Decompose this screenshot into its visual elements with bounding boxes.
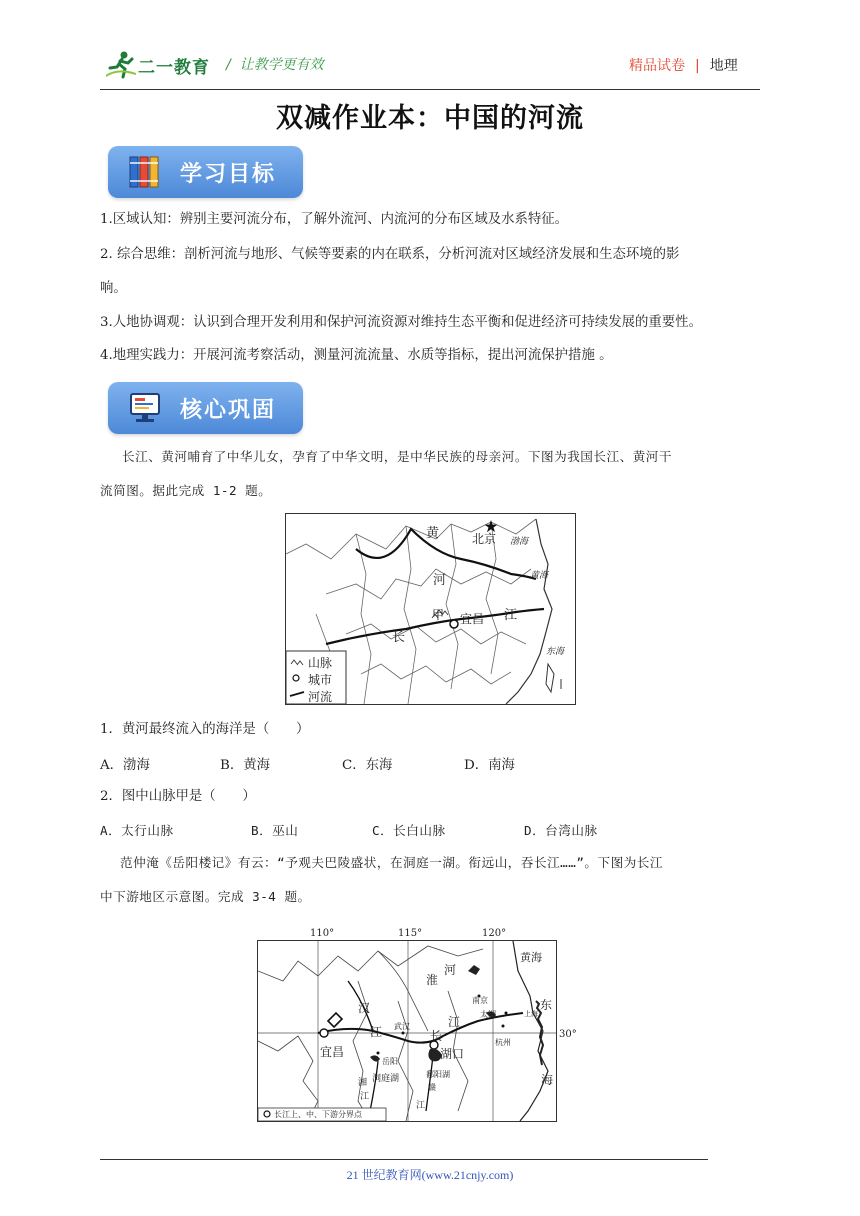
logo: [106, 50, 216, 80]
q2-option-c: C．长白山脉: [372, 823, 446, 838]
objective-3: 3.人地协调观：认识到合理开发利用和保护河流资源对维持生态平衡和促进经济可持续发展的重要性。: [100, 315, 702, 330]
page-title: 双减作业本：中国的河流: [276, 103, 584, 134]
legend-city: 城市: [308, 673, 333, 687]
map-yangtze-middle-lower: [257, 940, 557, 1122]
legend-mountain: 山脉: [308, 656, 333, 670]
slogan: / 让教学更有效: [226, 57, 324, 73]
question-2-stem: 2．图中山脉甲是（ ）: [100, 789, 256, 804]
m2-label-jiang: 江: [370, 1025, 383, 1039]
objective-2-cont: 响。: [100, 281, 127, 296]
m2-label-hangzhou: 杭州: [495, 1038, 511, 1047]
objective-4: 4.地理实践力：开展河流考察活动，测量河流流量、水质等指标，提出河流保护措施 。: [100, 348, 613, 363]
objective-1: 1.区域认知：辨别主要河流分布，了解外流河、内流河的分布区域及水系特征。: [100, 212, 569, 227]
section-label: 核心巩固: [180, 398, 277, 423]
m2-label-xiang: 湘: [358, 1078, 368, 1088]
paper-tag: 精品试卷: [629, 58, 685, 74]
label-donghai: 东海: [546, 647, 565, 657]
label-huanghai: 黄海: [530, 571, 549, 581]
lon-120: 120°: [482, 928, 507, 939]
m2-label-yueyang: 岳阳: [382, 1057, 398, 1066]
m2-label-he: 河: [444, 963, 457, 977]
m2-label-nanjing: 南京: [472, 996, 488, 1005]
logo-text: 二一教育: [138, 58, 210, 78]
label-bohai: 渤海: [510, 537, 529, 547]
books-icon: [128, 154, 162, 190]
intro-paragraph-2: 范仲淹《岳阳楼记》有云：“予观夫巴陵盛状，在洞庭一湖。衔远山，吞长江……”。下图为长江: [120, 855, 663, 870]
runner-logo-icon: [106, 50, 136, 80]
map-yangtze-yellow-river: [285, 513, 576, 705]
m2-label-dong: 东: [540, 998, 553, 1012]
intro-paragraph-1-cont: 流简图。据此完成 1-2 题。: [100, 483, 272, 498]
m2-label-han: 汉: [358, 1001, 371, 1015]
label-chang: 长: [392, 630, 406, 645]
m2-legend: 长江上、中、下游分界点: [274, 1110, 362, 1119]
section-banner-core: [108, 382, 303, 434]
q2-option-a: A．太行山脉: [100, 823, 174, 838]
legend-river: 河流: [308, 690, 333, 704]
lon-110: 110°: [310, 928, 335, 939]
objective-2: 2. 综合思维：剖析河流与地形、气候等要素的内在联系，分析河流对区域经济发展和生态环境的影: [100, 247, 680, 262]
m2-label-huai: 淮: [426, 973, 439, 987]
header-meta: [629, 55, 738, 75]
label-jiang: 江: [504, 608, 518, 623]
m2-label-jiang3: 江: [360, 1092, 370, 1102]
intro-paragraph-1: 长江、黄河哺育了中华儿女，孕育了中华文明，是中华民族的母亲河。下图为我国长江、黄河干: [122, 449, 672, 464]
lon-115: 115°: [398, 928, 423, 939]
m2-label-dongtinghu: 洞庭湖: [372, 1074, 400, 1084]
section-banner-objectives: [108, 146, 303, 198]
computer-lesson-icon: [128, 390, 162, 426]
label-jia: 甲: [432, 608, 445, 622]
m2-label-shanghai: 上海: [524, 1010, 538, 1018]
m2-label-poyanghu: 鄱阳湖: [426, 1070, 450, 1079]
section-label: 学习目标: [180, 162, 277, 187]
q2-option-b: B．巫山: [251, 823, 299, 838]
q1-option-b: B．黄海: [220, 758, 271, 773]
header-divider: [100, 89, 760, 90]
q1-option-c: C．东海: [342, 758, 393, 773]
subject-label: 地理: [709, 58, 738, 74]
label-beijing: 北京: [472, 532, 497, 546]
q2-option-d: D．台湾山脉: [524, 823, 598, 838]
footer-source: 21 世纪教育网(www.21cnjy.com): [346, 1168, 514, 1182]
m2-label-taihu: 太湖: [480, 1010, 496, 1019]
header-separator: |: [695, 58, 700, 74]
label-yichang: 宜昌: [460, 612, 485, 626]
q1-option-d: D．南海: [464, 758, 515, 773]
m2-label-hukou: 湖口: [440, 1047, 465, 1061]
m2-label-hai: 海: [541, 1073, 554, 1087]
slogan-text: 让教学更有效: [239, 57, 324, 73]
lat-30: 30°: [559, 1029, 577, 1040]
m2-label-wuhan: 武汉: [394, 1022, 410, 1031]
m2-label-huanghai: 黄海: [520, 951, 542, 964]
m2-label-gan: 赣: [428, 1083, 436, 1092]
footer-divider: [100, 1159, 708, 1160]
m2-label-yichang: 宜昌: [320, 1045, 345, 1059]
label-huang: 黄: [426, 526, 440, 541]
intro-paragraph-2-cont: 中下游地区示意图。完成 3-4 题。: [100, 889, 311, 904]
label-he: 河: [433, 573, 447, 588]
question-1-stem: 1．黄河最终流入的海洋是（ ）: [100, 722, 310, 737]
m2-label-jiang2: 江: [448, 1015, 461, 1029]
m2-label-jiang4: 江: [416, 1101, 426, 1111]
m2-label-chang: 长: [430, 1029, 443, 1043]
q1-option-a: A．渤海: [100, 758, 150, 773]
